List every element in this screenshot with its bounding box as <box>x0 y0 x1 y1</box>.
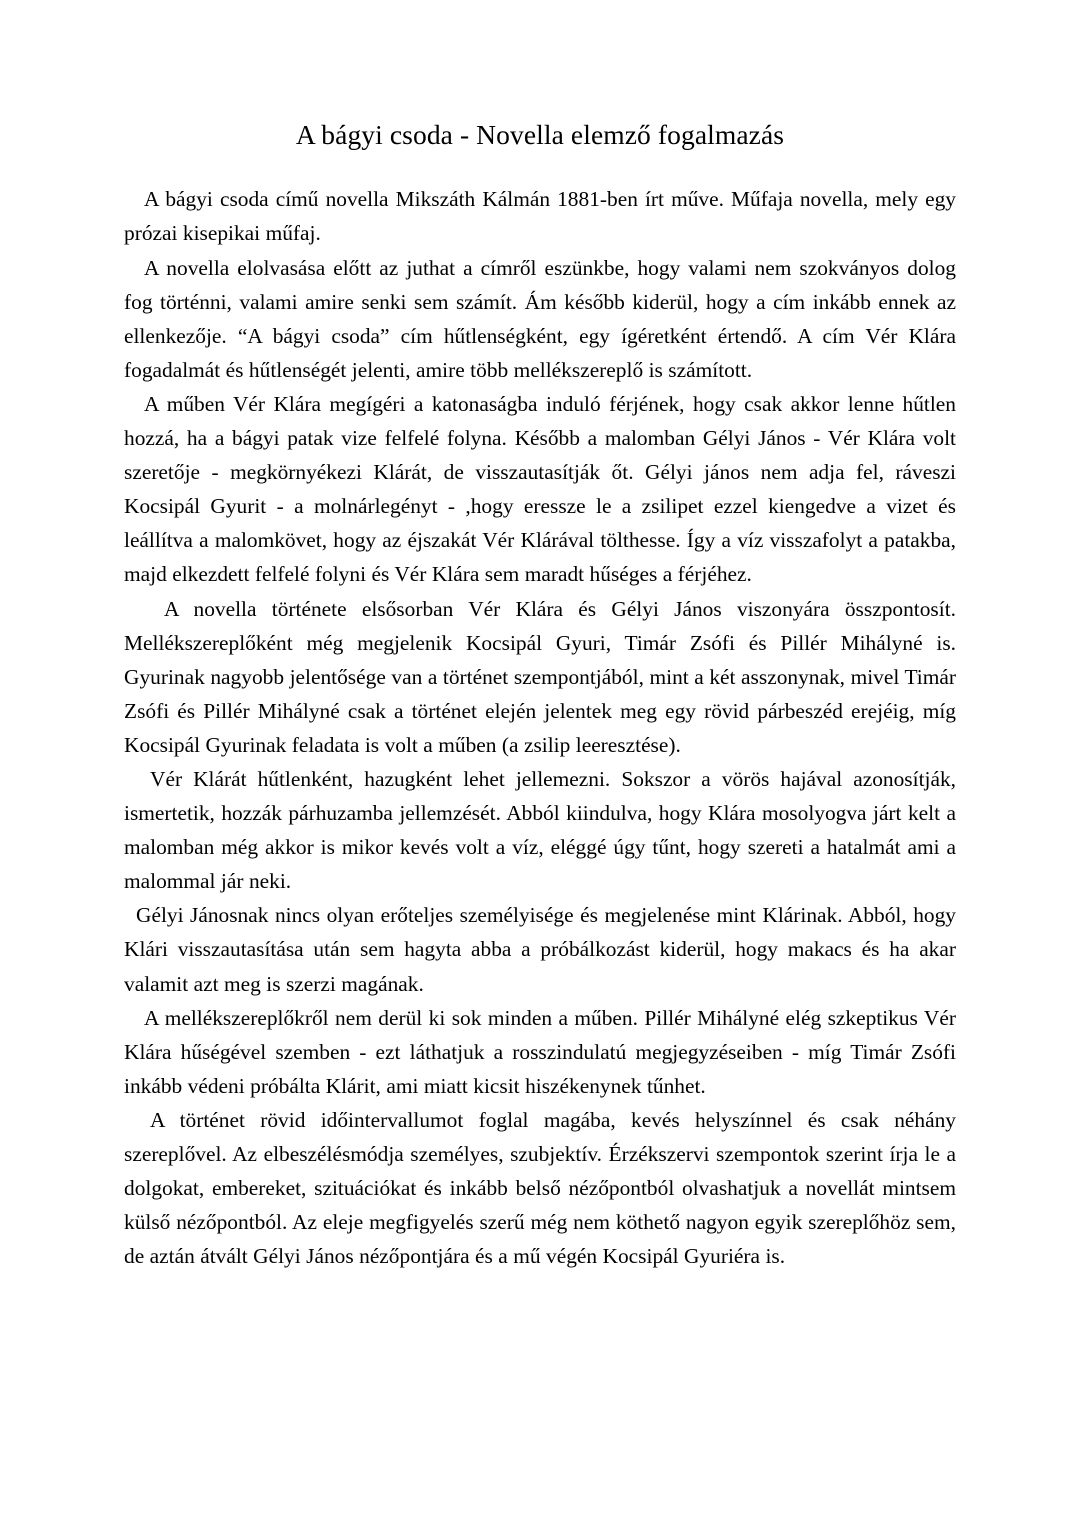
paragraph-klara-character: Vér Klárát hűtlenként, hazugként lehet jellemezni. Sokszor a vörös hajával azonosítják, ismertetik, hozzák párhuzamba jellemzését. Abból kiindulva, hogy Klára mosolyogva járt kelt a malomban még akkor is mikor kevés volt a víz, eléggé úgy tűnt, hogy szereti a hatalmát ami a malommal jár neki. <box>124 766 956 894</box>
page-title: A bágyi csoda - Novella elemző fogalmazás <box>295 119 785 150</box>
paragraph-intro: A bágyi csoda című novella Mikszáth Kálmán 1881-ben írt műve. Műfaja novella, mely egy prózai kisepikai műfaj. <box>124 187 956 246</box>
paragraph-narration: A történet rövid időintervallumot foglal magába, kevés helyszínnel és csak néhány szereplővel. Az elbeszélésmódja személyes, szubjektív. Érzékszervi szempontok szerint írja le a dolgokat, embereket, szituációkat és inkább belső nézőpontból olvashatjuk a novellát mintsem külső nézőpontból. Az eleje megfigyelés szerű még nem köthető nagyon egyik szereplőhöz sem, de aztán átvált Gélyi János nézőpontjára és a mű végén Kocsipál Gyuriéra is. <box>124 1107 956 1269</box>
paragraph-side-characters: A mellékszereplőkről nem derül ki sok minden a műben. Pillér Mihályné elég szkeptikus Vér Klára hűségével szemben - ezt láthatjuk a rosszindulatú megjegyzéseiben - míg Timár Zsófi inkább védeni próbálta Klárit, ami miatt kicsit hiszékenynek tűnhet. <box>124 1005 956 1098</box>
paragraph-characters: A novella története elsősorban Vér Klára és Gélyi János viszonyára összpontosít. Mellékszereplőként még megjelenik Kocsipál Gyuri, Timár Zsófi és Pillér Mihályné is. Gyurinak nagyobb jelentősége van a történet szempontjából, mint a két asszonynak, mivel Timár Zsófi és Pillér Mihályné csak a történet elején jelentek meg egy rövid párbeszéd erejéig, míg Kocsipál Gyurinak feladata is volt a műben (a zsilip leeresztése). <box>124 596 956 757</box>
paragraph-janos-character: Gélyi Jánosnak nincs olyan erőteljes személyisége és megjelenése mint Klárinak. Abból, hogy Klári visszautasítása után sem hagyta abba a próbálkozást kiderül, hogy makacs és ha akar valamit azt meg is szerzi magának. <box>124 903 956 996</box>
paragraph-title-meaning: A novella elolvasása előtt az juthat a címről eszünkbe, hogy valami nem szokványos dolog fog történni, valami amire senki sem számít. Ám később kiderül, hogy a cím inkább ennek az ellenkezője. “A bágyi csoda” cím hűtlenségként, egy ígéretként értendő. A cím Vér Klára fogadalmát és hűtlenségét jelenti, amire több mellékszereplő is számított. <box>124 255 956 382</box>
paragraph-plot: A műben Vér Klára megígéri a katonaságba induló férjének, hogy csak akkor lenne hűtlen hozzá, ha a bágyi patak vize felfelé folyna. Később a malomban Gélyi János - Vér Klára volt szeretője - megkörnyékezi Klárát, de visszautasítják őt. Gélyi jános nem adja fel, ráveszi Kocsipál Gyurit - a molnárlegényt - ,hogy eressze le a zsilipet ezzel kiengedve a vizet és leállítva a malomkövet, hogy az éjszakát Vér Klárával tölthesse. Így a víz visszafolyt a patakba, majd elkezdett felfelé folyni és Vér Klára sem maradt hűséges a férjéhez. <box>124 391 956 587</box>
document-body <box>124 118 956 1273</box>
